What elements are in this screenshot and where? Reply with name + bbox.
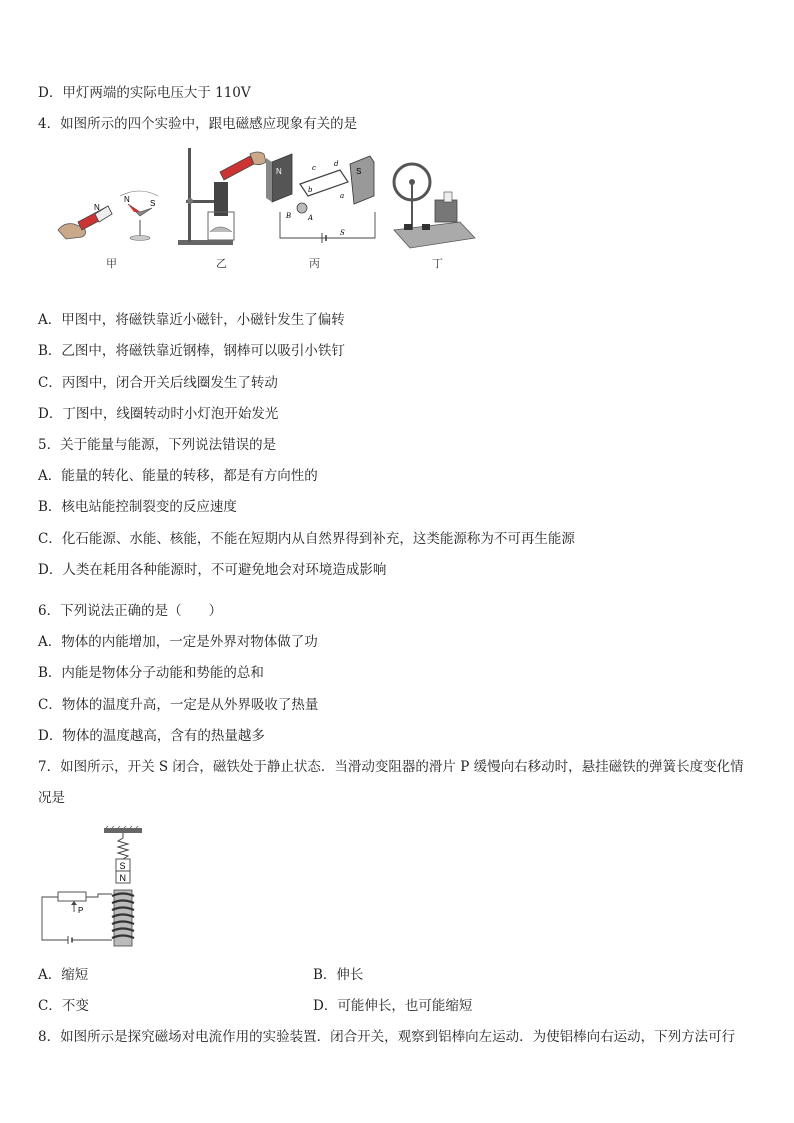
figure-bing [266,154,375,243]
figure-yi [178,148,266,245]
jia-label-s: S [150,199,156,208]
q3-option-d: D．甲灯两端的实际电压大于 110V [38,85,251,101]
q6-option-b: B．内能是物体分子动能和势能的总和 [38,665,264,681]
bing-label-b: b [308,186,313,194]
q6-option-c: C．物体的温度升高，一定是从外界吸收了热量 [38,697,319,713]
q4-option-d: D．丁图中，线圈转动时小灯泡开始发光 [38,406,279,422]
caption-yi: 乙 [216,257,227,270]
q7-slider-p: P [78,906,84,915]
figure-jia [58,191,158,241]
q5-stem: 5．关于能量与能源，下列说法错误的是 [38,437,277,453]
q7-option-d: D．可能伸长，也可能缩短 [313,998,473,1014]
bing-label-c: c [312,164,316,172]
q4-figure [50,142,480,272]
bing-label-s: S [356,167,362,176]
q6-stem: 6．下列说法正确的是（ ） [38,603,223,619]
q4-option-a: A．甲图中，将磁铁靠近小磁针，小磁针发生了偏转 [38,312,345,328]
jia-label-n1: N [94,203,100,212]
q7-option-c: C．不变 [38,998,89,1014]
caption-jia: 甲 [106,257,117,270]
q8-stem: 8．如图所示是探究磁场对电流作用的实验装置．闭合开关，观察到铝棒向左运动．为使铝棒向右运动，下列方法可行 [38,1029,736,1045]
q7-stem-line1: 7．如图所示，开关 S 闭合，磁铁处于静止状态．当滑动变阻器的滑片 P 缓慢向右移动时，悬挂磁铁的弹簧长度变化情 [38,759,744,775]
q7-option-b: B．伸长 [313,967,364,983]
jia-label-n2: N [124,195,130,204]
figure-ding [394,164,475,248]
bing-label-A: A [308,214,314,222]
caption-bing: 丙 [309,257,320,270]
q5-option-a: A．能量的转化、能量的转移，都是有方向性的 [38,468,318,484]
q7-magnet-n: N [119,873,126,883]
bing-label-switch-s: S [340,229,345,237]
bing-label-a: a [340,192,345,200]
bing-label-n: N [276,167,282,176]
q5-option-b: B．核电站能控制裂变的反应速度 [38,499,237,515]
bing-label-B: B [286,212,292,220]
q4-option-b: B．乙图中，将磁铁靠近钢棒，钢棒可以吸引小铁钉 [38,343,345,359]
q7-magnet-s: S [119,861,126,871]
q5-option-c: C．化石能源、水能、核能，不能在短期内从自然界得到补充，这类能源称为不可再生能源 [38,531,575,547]
q5-option-d: D．人类在耗用各种能源时，不可避免地会对环境造成影响 [38,562,387,578]
bing-label-d: d [334,160,339,168]
q7-option-a: A．缩短 [38,967,89,983]
caption-ding: 丁 [432,257,443,270]
q6-option-a: A．物体的内能增加，一定是外界对物体做了功 [38,634,318,650]
q4-stem: 4．如图所示的四个实验中，跟电磁感应现象有关的是 [38,116,358,132]
q7-figure [38,826,148,950]
q7-stem-line2: 况是 [38,790,65,806]
q6-option-d: D．物体的温度越高，含有的热量越多 [38,728,265,744]
q4-option-c: C．丙图中，闭合开关后线圈发生了转动 [38,375,278,391]
